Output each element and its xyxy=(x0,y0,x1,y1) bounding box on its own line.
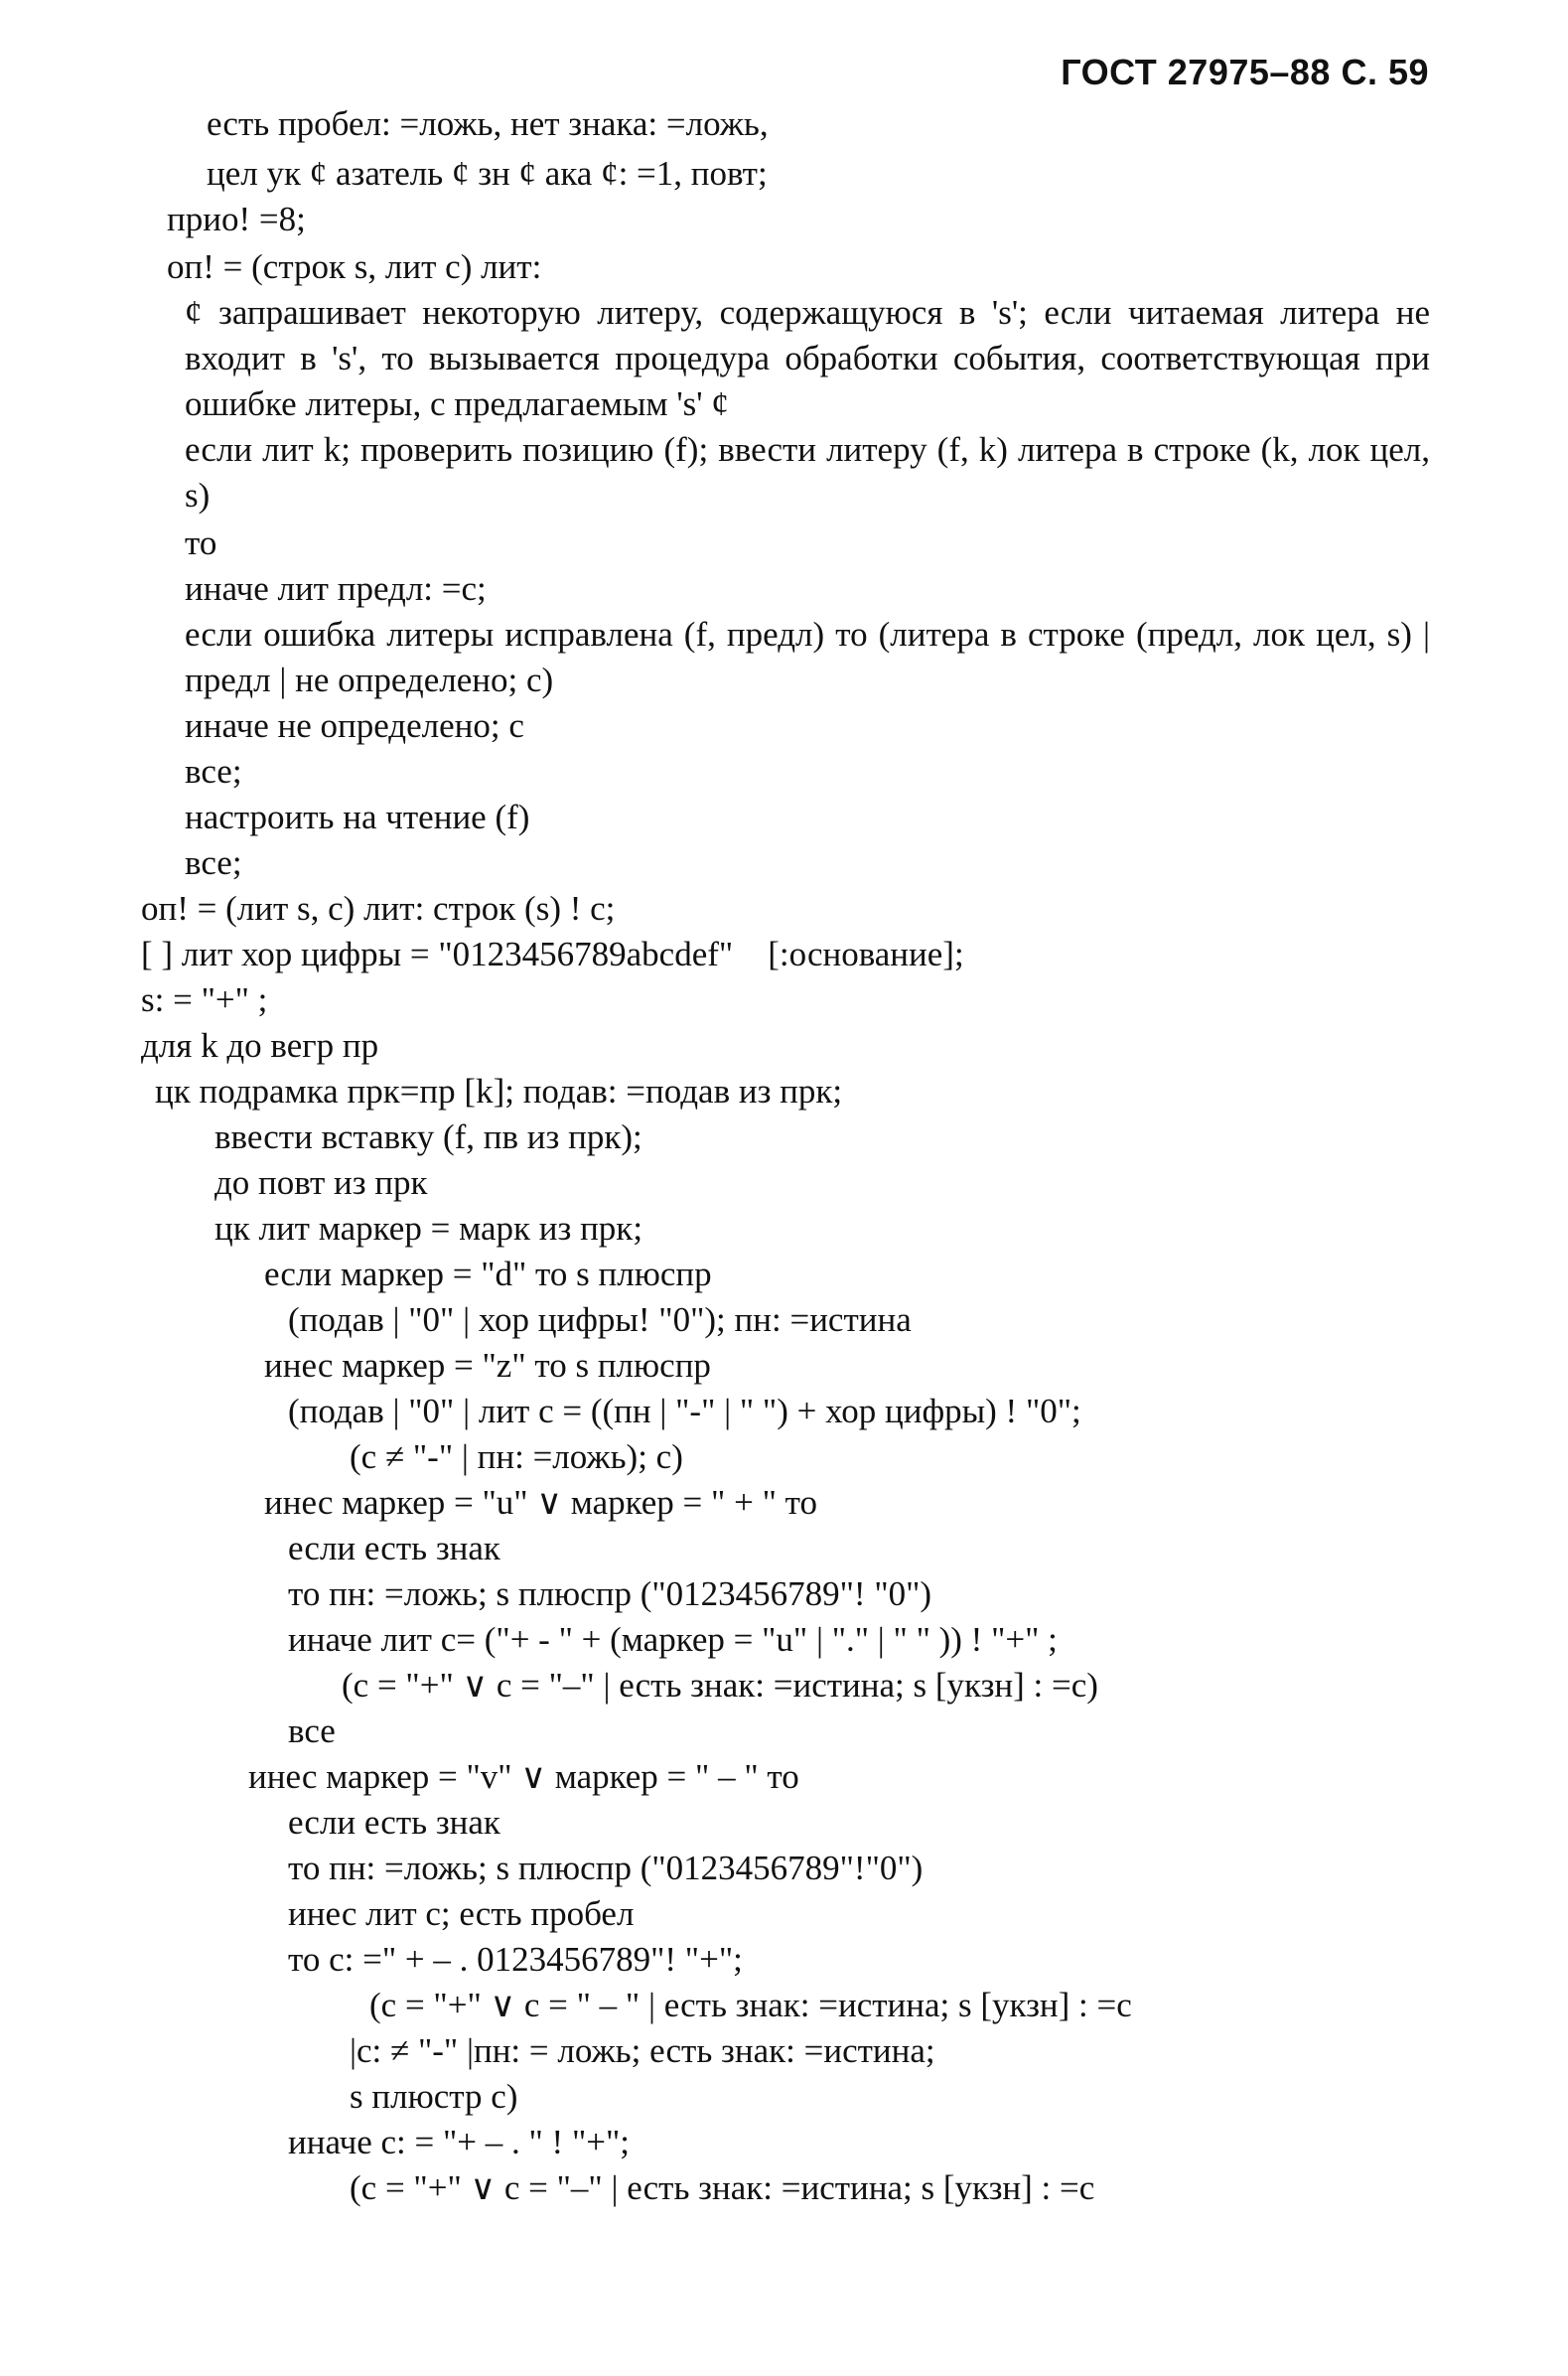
text-line: иначе лит с= ("+ - " + (маркер = "u" | "." | " " )) ! "+" ; xyxy=(288,1620,1058,1659)
text-line: (с = "+" ∨ с = "–" | есть знак: =истина; s [укзн] : =с xyxy=(350,2168,1095,2207)
text-line: инес маркер = "u" ∨ маркер = " + " то xyxy=(264,1483,817,1522)
text-line: иначе не определено; с xyxy=(185,706,524,745)
text-line: оп! = (строк s, лит с) лит: xyxy=(167,247,542,286)
text-line: если есть знак xyxy=(288,1803,500,1842)
text-line: есть пробел: =ложь, нет знака: =ложь, xyxy=(207,104,769,143)
text-paragraph: если ошибка литеры исправлена (f, предл) то (литера в строке (предл, лок цел, s) | предл | не определено; с) xyxy=(185,615,1430,699)
text-line: цел ук ¢ азатель ¢ зн ¢ ака ¢: =1, повт; xyxy=(207,154,768,193)
text-paragraph: если лит k; проверить позицию (f); ввести литеру (f, k) литера в строке (k, лок цел, s) xyxy=(185,430,1430,515)
page-header: ГОСТ 27975–88 С. 59 xyxy=(1061,52,1429,92)
text-line: (с = "+" ∨ с = " – " | есть знак: =истина; s [укзн] : =с xyxy=(369,1986,1132,2024)
text-line: все xyxy=(288,1711,336,1750)
text-line: цк подрамка прк=пр [k]; подав: =подав из прк; xyxy=(155,1072,843,1111)
text-line: если есть знак xyxy=(288,1529,500,1567)
text-line: инес маркер = "v" ∨ маркер = " – " то xyxy=(248,1757,799,1796)
text-line: инес лит с; есть пробел xyxy=(288,1894,635,1933)
text-line: то пн: =ложь; s плюспр ("0123456789"! "0") xyxy=(288,1574,932,1613)
text-line: если маркер = "d" то s плюспр xyxy=(264,1255,712,1293)
text-line: иначе с: = "+ – . " ! "+"; xyxy=(288,2123,630,2161)
text-line: s плюстр с) xyxy=(350,2077,518,2116)
text-line: для k до вегр пр xyxy=(141,1026,379,1065)
text-line: прио! =8; xyxy=(167,200,306,238)
text-line: (подав | "0" | лит с = ((пн | "-" | " ") + хор цифры) ! "0"; xyxy=(288,1392,1081,1430)
text-line: инес маркер = "z" то s плюспр xyxy=(264,1346,711,1385)
text-line: то пн: =ложь; s плюспр ("0123456789"!"0") xyxy=(288,1849,924,1887)
text-line: [ ] лит хор цифры = "0123456789abcdef" [:основание]; xyxy=(141,935,964,973)
text-line: (подав | "0" | хор цифры! "0"); пн: =истина xyxy=(288,1300,912,1339)
text-line: то xyxy=(185,523,217,562)
text-line: оп! = (лит s, с) лит: строк (s) ! с; xyxy=(141,889,616,928)
text-line: |с: ≠ "-" |пн: = ложь; есть знак: =истина; xyxy=(350,2031,935,2070)
text-line: все; xyxy=(185,843,242,882)
text-line: (с ≠ "-" | пн: =ложь); с) xyxy=(350,1437,683,1476)
text-line: все; xyxy=(185,752,242,791)
text-paragraph: ¢ запрашивает некоторую литеру, содержащуюся в 's'; если читаемая литера не входит в 's', то вызывается процедура обработки события, соответствующая при ошибке литеры, с предлагаемым 's' ¢ xyxy=(185,293,1430,423)
text-line: то с: =" + – . 0123456789"! "+"; xyxy=(288,1940,743,1979)
text-line: до повт из прк xyxy=(214,1163,428,1202)
text-line: ввести вставку (f, пв из прк); xyxy=(214,1117,642,1156)
text-line: s: = "+" ; xyxy=(141,980,268,1019)
text-line: настроить на чтение (f) xyxy=(185,798,530,836)
text-line: цк лит маркер = марк из прк; xyxy=(214,1209,643,1248)
text-line: иначе лит предл: =с; xyxy=(185,569,487,608)
text-line: (с = "+" ∨ с = "–" | есть знак: =истина; s [укзн] : =с) xyxy=(342,1666,1098,1705)
